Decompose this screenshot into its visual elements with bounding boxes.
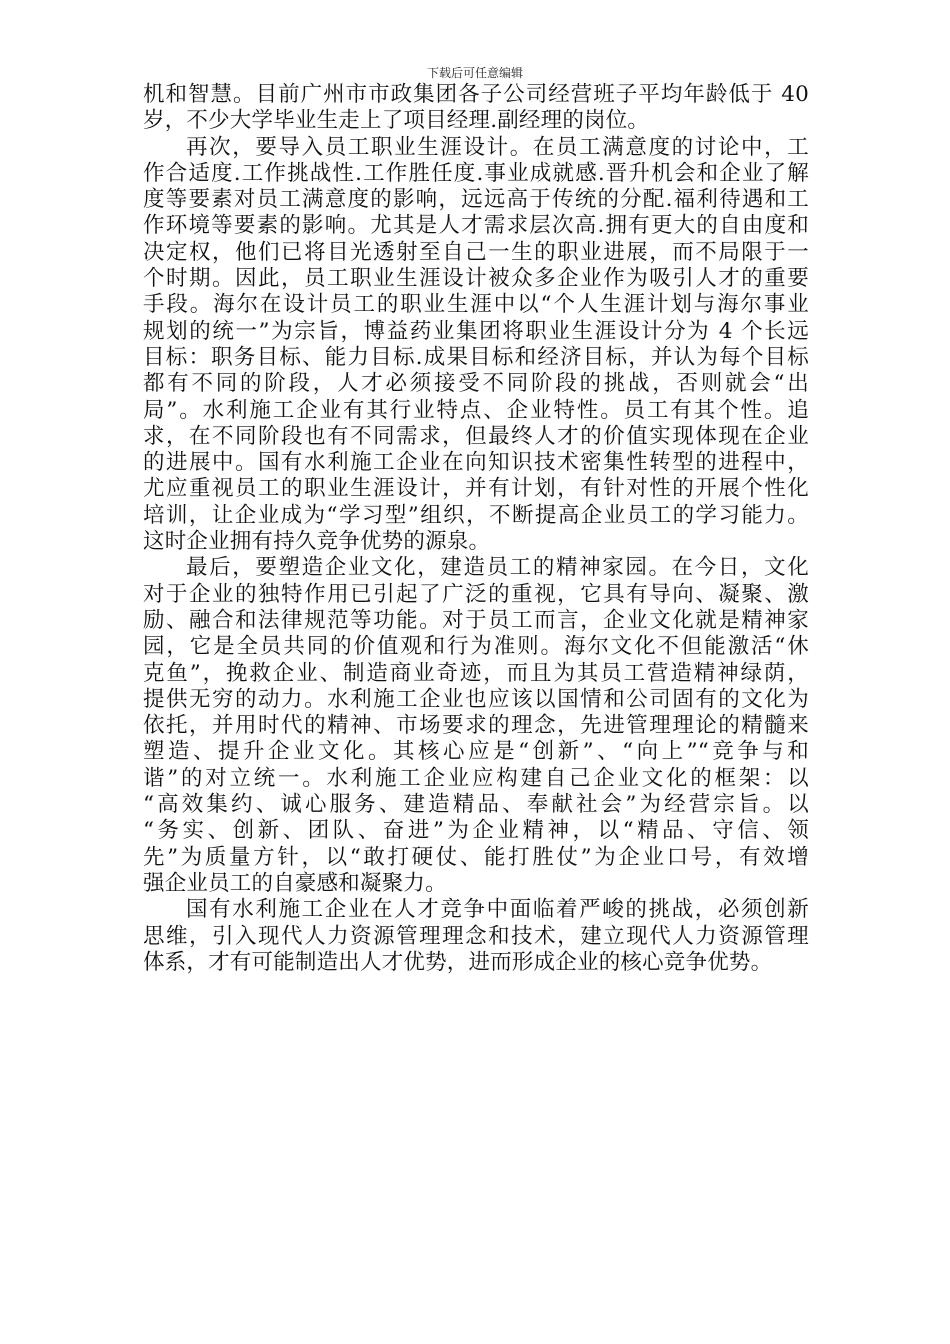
text-line: 园，它是全员共同的价值观和行为准则。海尔文化不但能激活“休 <box>143 634 809 660</box>
text-line: 克鱼”，挽救企业、制造商业奇迹，而且为其员工营造精神绿荫， <box>143 660 809 686</box>
text-line: 强企业员工的自豪感和凝聚力。 <box>143 870 447 896</box>
text-line: 手段。海尔在设计员工的职业生涯中以“个人生涯计划与海尔事业 <box>143 292 809 318</box>
text-line: 依托，并用时代的精神、市场要求的理念，先进管理理论的精髓来 <box>143 713 809 739</box>
text-line: 都有不同的阶段，人才必须接受不同阶段的挑战，否则就会“出 <box>143 371 809 397</box>
text-line: 培训，让企业成为“学习型”组织，不断提高企业员工的学习能力。 <box>143 502 809 528</box>
text-line: 岁，不少大学毕业生走上了项目经理.副经理的岗位。 <box>143 108 650 134</box>
text-line: 局”。水利施工企业有其行业特点、企业特性。员工有其个性。追 <box>143 397 809 423</box>
text-line: “高效集约、诚心服务、建造精品、奉献社会”为经营宗旨。以 <box>143 792 809 818</box>
text-line: 作环境等要素的影响。尤其是人才需求层次高.拥有更大的自由度和 <box>143 213 809 239</box>
text-line: 规划的统一”为宗旨，博益药业集团将职业生涯设计分为 4 个长远 <box>143 318 809 344</box>
text-line: 求，在不同阶段也有不同需求，但最终人才的价值实现体现在企业 <box>143 423 809 449</box>
text-line: 目标：职务目标、能力目标.成果目标和经济目标，并认为每个目标 <box>143 344 809 370</box>
paragraph-first-line: 最后，要塑造企业文化，建造员工的精神家园。在今日，文化 <box>186 555 809 581</box>
text-line: 决定权，他们已将目光透射至自己一生的职业进展，而不局限于一 <box>143 239 809 265</box>
page-header-note: 下载后可任意编辑 <box>426 66 523 80</box>
text-line: 思维，引入现代人力资源管理理念和技术，建立现代人力资源管理 <box>143 923 809 949</box>
text-line: “务实、创新、团队、奋进”为企业精神，以“精品、守信、领 <box>143 818 809 844</box>
paragraph-first-line: 国有水利施工企业在人才竞争中面临着严峻的挑战，必须创新 <box>186 897 809 923</box>
paragraph-first-line: 再次，要导入员工职业生涯设计。在员工满意度的讨论中，工 <box>186 134 809 160</box>
text-line: 励、融合和法律规范等功能。对于员工而言，企业文化就是精神家 <box>143 607 809 633</box>
text-line: 先”为质量方针，以“敢打硬仗、能打胜仗”为企业口号，有效增 <box>143 844 809 870</box>
text-line: 这时企业拥有持久竞争优势的源泉。 <box>143 529 491 555</box>
text-line: 体系，才有可能制造出人才优势，进而形成企业的核心竞争优势。 <box>143 949 773 975</box>
text-line: 度等要素对员工满意度的影响，远远高于传统的分配.福利待遇和工 <box>143 187 809 213</box>
text-line: 机和智慧。目前广州市市政集团各子公司经营班子平均年龄低于 40 <box>143 82 809 107</box>
text-line: 个时期。因此，员工职业生涯设计被众多企业作为吸引人才的重要 <box>143 266 809 292</box>
text-line: 尤应重视员工的职业生涯设计，并有计划，有针对性的开展个性化 <box>143 476 809 502</box>
text-line: 的进展中。国有水利施工企业在向知识技术密集性转型的进程中， <box>143 450 809 476</box>
text-line: 塑造、提升企业文化。其核心应是“创新”、“向上”“竞争与和 <box>143 739 809 765</box>
document-body <box>143 82 809 976</box>
text-line: 对于企业的独特作用已引起了广泛的重视，它具有导向、凝聚、激 <box>143 581 809 607</box>
text-line: 提供无穷的动力。水利施工企业也应该以国情和公司固有的文化为 <box>143 686 809 712</box>
text-line: 作合适度.工作挑战性.工作胜任度.事业成就感.晋升机会和企业了解 <box>143 160 809 186</box>
text-line: 谐”的对立统一。水利施工企业应构建自己企业文化的框架：以 <box>143 765 809 791</box>
